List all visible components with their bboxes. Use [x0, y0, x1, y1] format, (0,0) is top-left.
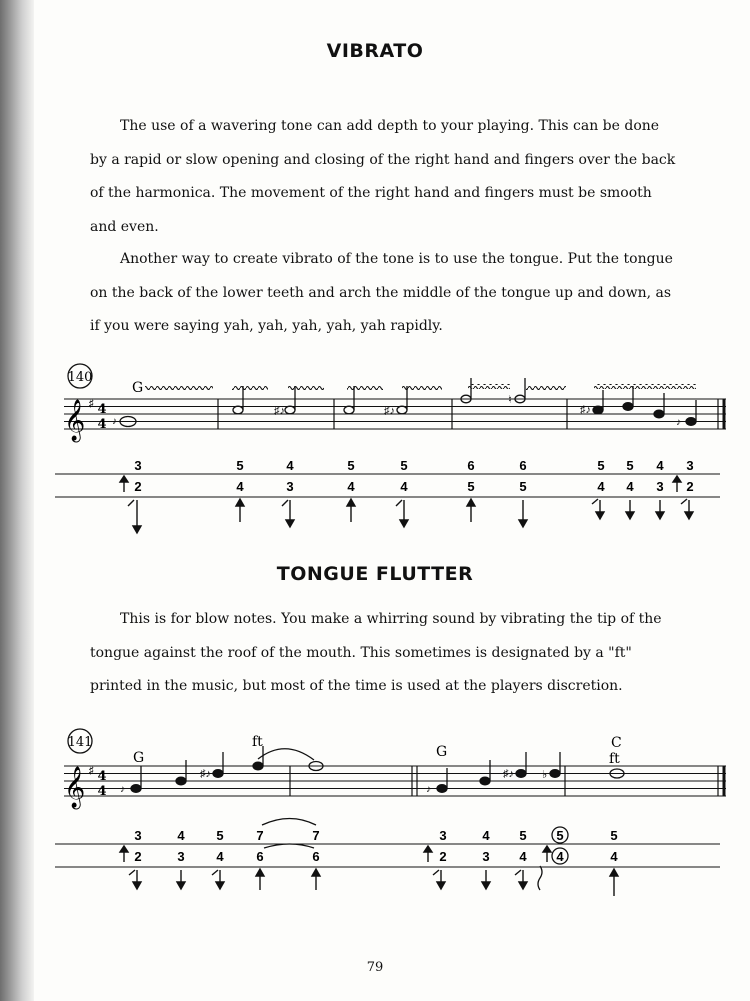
tab-number: 4 — [347, 479, 355, 494]
text-line: printed in the music, but most of the time is used at the players discretion. — [90, 678, 623, 694]
tab-number: 2 — [439, 849, 447, 864]
sharp-grace-note-icon: ♯♪ — [200, 768, 211, 780]
treble-clef-icon: 𝄞 — [64, 767, 86, 808]
notes — [120, 746, 624, 795]
quarter-note — [213, 770, 223, 778]
down-arrow-icon — [437, 882, 445, 889]
time-signature — [97, 769, 106, 799]
sharp-grace-note-icon: ♯♪ — [384, 405, 395, 417]
tab-number: 5 — [347, 458, 355, 473]
tab-lines — [55, 844, 720, 867]
tab-number: 5 — [236, 458, 244, 473]
tab-number: 7 — [256, 828, 264, 843]
up-arrow-icon — [256, 869, 264, 876]
down-arrow-icon — [216, 882, 224, 889]
bend-mark-icon — [515, 870, 521, 875]
quarter-note — [437, 785, 447, 793]
text-line: by a rapid or slow opening and closing of the right hand and fingers over the back — [90, 151, 676, 168]
time-signature-top: 4 — [97, 769, 107, 784]
text-line: tongue against the roof of the mouth. This sometimes is designated by a "ft" — [90, 644, 632, 661]
grace-note-icon: ♪ — [112, 416, 117, 427]
natural-sign-icon: ♮ — [508, 394, 512, 406]
tab-number: 4 — [610, 849, 618, 864]
quarter-note — [516, 770, 526, 778]
tab-number: 5 — [610, 828, 618, 843]
sharp-grace-note-icon: ♯♪ — [274, 405, 285, 417]
chord-symbol: C — [611, 735, 622, 751]
tab-number: 6 — [256, 849, 264, 864]
tab-number: 4 — [177, 828, 185, 843]
tab-top-row — [134, 828, 617, 843]
staff-lines — [64, 766, 726, 796]
time-signature-top: 4 — [97, 402, 107, 417]
bend-mark-icon — [433, 870, 439, 875]
up-arrow-icon — [424, 846, 432, 852]
tab-number: 5 — [400, 458, 408, 473]
tab-number: 4 — [626, 479, 634, 494]
tab-number: 5 — [519, 828, 527, 843]
tab-number: 3 — [482, 849, 490, 864]
page-number: 79 — [366, 960, 384, 975]
up-arrow-icon — [312, 869, 320, 876]
bend-mark-icon — [129, 870, 135, 875]
quarter-note — [131, 785, 141, 793]
text-line: Another way to create vibrato of the tone is to use the tongue. Put the tongue — [120, 251, 673, 267]
text-line: of the harmonica. The movement of the right hand and fingers must be smooth — [90, 185, 652, 201]
tab-number: 4 — [482, 828, 490, 843]
tab-number: 3 — [656, 479, 664, 494]
down-arrow-icon — [177, 882, 185, 889]
example-number: 140 — [67, 370, 93, 385]
time-signature-bottom: 4 — [97, 417, 107, 432]
tab-number: 4 — [286, 458, 294, 473]
tab-number: 3 — [134, 458, 142, 473]
tab-number: 3 — [134, 828, 142, 843]
tab-number: 6 — [519, 458, 527, 473]
chord-symbol: G — [132, 380, 144, 396]
text-line: The use of a wavering tone can add depth to your playing. This can be done — [120, 118, 660, 134]
sharp-grace-note-icon: ♯♪ — [503, 768, 514, 780]
tab-number: 7 — [312, 828, 320, 843]
tab-number: 4 — [597, 479, 605, 494]
tie-icon — [264, 844, 314, 848]
tab-number: 3 — [177, 849, 185, 864]
flat-sign-icon: ♭ — [542, 769, 548, 781]
tab-number: 4 — [400, 479, 408, 494]
text-line: if you were saying yah, yah, yah, yah, yah rapidly. — [90, 318, 443, 334]
up-arrow-icon — [610, 869, 618, 876]
grace-note-icon: ♪ — [426, 784, 431, 795]
breath-arrows — [120, 846, 618, 896]
quarter-note — [480, 777, 490, 785]
tab-number: 4 — [236, 479, 244, 494]
quarter-note — [176, 777, 186, 785]
text-line: and even. — [90, 218, 159, 235]
chord-symbol: G — [436, 744, 448, 760]
sharp-key-signature-icon: ♯ — [88, 397, 95, 412]
grace-note-icon: ♪ — [676, 417, 681, 428]
down-arrow-icon — [133, 882, 141, 889]
tab-number: 3 — [439, 828, 447, 843]
tab-number: 2 — [134, 849, 142, 864]
tab-number: 5 — [556, 828, 564, 843]
treble-clef-icon: 𝄞 — [64, 400, 86, 441]
tab-number: 4 — [656, 458, 664, 473]
down-arrow-icon — [482, 882, 490, 889]
flutter-mark: ft — [252, 734, 263, 750]
tab-number: 4 — [556, 849, 564, 864]
text-line: on the back of the lower teeth and arch the middle of the tongue up and down, as — [90, 284, 672, 301]
up-arrow-icon — [543, 846, 551, 852]
sharp-grace-note-icon: ♯♪ — [580, 404, 591, 416]
wavy-bend-icon — [538, 866, 542, 890]
up-arrow-icon — [120, 846, 128, 852]
tab-number: 5 — [467, 479, 475, 494]
flutter-mark: ft — [609, 751, 620, 767]
tab-number: 2 — [134, 479, 142, 494]
quarter-note — [253, 762, 263, 770]
tab-number: 5 — [626, 458, 634, 473]
time-signature-bottom: 4 — [97, 784, 107, 799]
tab-number: 5 — [519, 479, 527, 494]
example-number: 141 — [67, 735, 93, 750]
tab-number: 3 — [286, 479, 294, 494]
sharp-key-signature-icon: ♯ — [88, 764, 95, 779]
tab-number: 2 — [686, 479, 694, 494]
tab-number: 5 — [216, 828, 224, 843]
down-arrow-icon — [519, 882, 527, 889]
grace-note-icon: ♪ — [120, 784, 125, 795]
tie-icon — [262, 819, 316, 826]
vibrato-heading: VIBRATO — [326, 40, 424, 62]
tongue-flutter-heading: TONGUE FLUTTER — [276, 563, 474, 585]
tab-number: 3 — [686, 458, 694, 473]
text-line: This is for blow notes. You make a whirring sound by vibrating the tip of the — [120, 611, 662, 627]
tab-number: 4 — [216, 849, 224, 864]
tab-number: 4 — [519, 849, 527, 864]
quarter-note — [550, 770, 560, 778]
tab-number: 5 — [597, 458, 605, 473]
tie-icon — [258, 749, 314, 760]
bend-mark-icon — [212, 870, 218, 875]
tab-number: 6 — [467, 458, 475, 473]
chord-symbol: G — [133, 750, 145, 766]
tab-number: 6 — [312, 849, 320, 864]
